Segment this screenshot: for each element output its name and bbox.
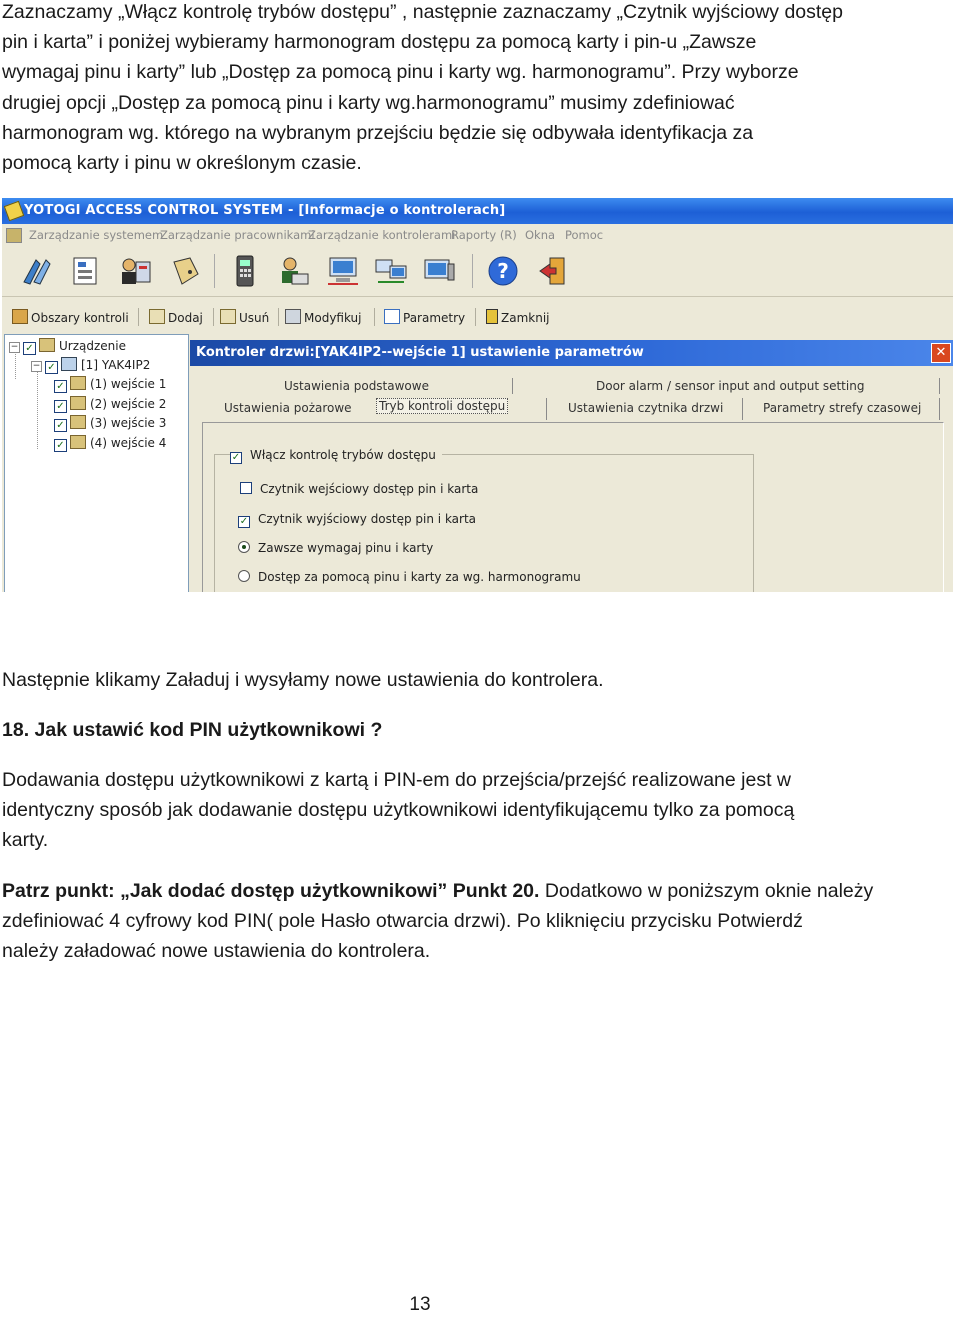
checkbox[interactable]: ✓ — [54, 419, 67, 432]
checkbox[interactable]: ✓ — [239, 516, 249, 527]
text-span: Dodatkowo w poniższym oknie należy — [539, 880, 874, 902]
page-number: 13 — [409, 1294, 431, 1315]
close-button[interactable] — [486, 309, 550, 327]
checkbox[interactable]: ✓ — [231, 452, 241, 463]
tab-separator — [546, 398, 547, 420]
menu-item-system[interactable]: Zarządzanie systemem — [29, 228, 164, 242]
section-heading: 18. Jak ustawić kod PIN użytkownikowi ? — [2, 719, 383, 741]
svg-text:?: ? — [497, 259, 509, 283]
tree-label: (1) wejście 1 — [90, 377, 167, 391]
button-label: Obszary kontroli — [31, 311, 129, 325]
tree-label: (4) wejście 4 — [90, 436, 167, 450]
device-icon — [61, 357, 77, 371]
parameters-panel — [190, 334, 953, 592]
add-button[interactable] — [149, 309, 203, 327]
tab-separator — [939, 378, 940, 394]
exit-reader-pin-card-checkbox[interactable] — [238, 512, 476, 528]
toolbar-separator — [472, 254, 473, 288]
radio-button[interactable] — [238, 570, 250, 582]
exit-icon[interactable] — [536, 254, 570, 288]
text-line: identyczny sposób jak dodawanie dostępu użytkownikowi identyfikującemu tylko za pomocą — [2, 799, 795, 822]
users-icon[interactable] — [118, 254, 152, 288]
button-label: Parametry — [403, 311, 466, 325]
tree-label: [1] YAK4IP2 — [81, 358, 151, 372]
enable-access-mode-checkbox[interactable] — [230, 448, 442, 464]
text-line — [2, 876, 937, 906]
checkbox-label: Włącz kontrolę trybów dostępu — [250, 448, 436, 462]
checkbox[interactable]: ✓ — [54, 380, 67, 393]
tab-time-zone[interactable]: Parametry strefy czasowej — [763, 401, 922, 415]
tab-basic-settings[interactable]: Ustawienia podstawowe — [284, 379, 429, 393]
modify-icon — [285, 309, 301, 324]
delete-icon — [220, 309, 236, 324]
checkbox[interactable]: ✓ — [54, 400, 67, 413]
text-line: Dodawania dostępu użytkownikowi z kartą i PIN-em do przejścia/przejść realizowane jest w — [2, 769, 792, 791]
close-door-icon — [486, 309, 498, 324]
radio-label: Dostęp za pomocą pinu i karty za wg. harmonogramu — [258, 570, 581, 584]
close-icon[interactable]: ✕ — [931, 343, 951, 363]
tree-label: Urządzenie — [59, 339, 126, 353]
always-require-radio[interactable] — [238, 541, 433, 555]
app-screenshot — [2, 198, 953, 592]
text-line: należy załadować nowe ustawienia do kontrolera. — [2, 940, 431, 963]
toolbar-separator — [214, 254, 215, 288]
menu-item-reports[interactable]: Raporty (R) — [451, 228, 517, 242]
radio-button[interactable] — [238, 541, 250, 553]
panel-header — [190, 340, 953, 366]
menu-bar — [2, 224, 953, 246]
add-icon — [149, 309, 165, 324]
tab-separator — [512, 378, 513, 394]
monitor-icon[interactable] — [422, 254, 456, 288]
text-line: wymagaj pinu i karty” lub „Dostęp za pomocą pinu i karty wg. harmonogramu”. Przy wyborze — [2, 61, 799, 84]
tab-access-mode[interactable]: Tryb kontroli dostępu — [376, 398, 508, 414]
menu-app-icon — [6, 228, 22, 243]
toolbar-separator — [374, 308, 375, 326]
door-icon[interactable] — [168, 254, 202, 288]
toolbar-separator — [278, 308, 279, 326]
tab-reader-settings[interactable]: Ustawienia czytnika drzwi — [568, 401, 724, 415]
see-paragraph — [2, 876, 937, 967]
app-icon — [4, 201, 25, 222]
menu-item-help[interactable]: Pomoc — [565, 228, 604, 242]
folder-icon — [39, 338, 55, 352]
checkbox-label: Czytnik wyjściowy dostęp pin i karta — [258, 512, 477, 526]
text-line: harmonogram wg. którego na wybranym przejściu będzie się odbywała identyfikacja za — [2, 121, 754, 144]
tab-fire-settings[interactable]: Ustawienia pożarowe — [224, 401, 352, 415]
button-label: Dodaj — [168, 311, 203, 325]
menu-item-windows[interactable]: Okna — [525, 228, 556, 242]
help-icon[interactable] — [486, 254, 520, 288]
button-label: Usuń — [239, 311, 270, 325]
tab-separator — [939, 398, 940, 420]
tree-connector — [37, 371, 38, 449]
toolbar-separator — [138, 308, 139, 326]
modify-button[interactable] — [285, 309, 362, 327]
access-icon[interactable] — [20, 254, 54, 288]
collapse-icon[interactable]: − — [10, 342, 19, 352]
door-icon — [70, 415, 86, 429]
tree-label: (2) wejście 2 — [90, 397, 167, 411]
delete-button[interactable] — [220, 309, 269, 327]
door-icon — [70, 435, 86, 449]
after-screenshot-text: Następnie klikamy Załaduj i wysyłamy nowe ustawienia do kontrolera. — [2, 669, 604, 691]
text-line: Zaznaczamy „Włącz kontrolę trybów dostępu” , następnie zaznaczamy „Czytnik wyjściowy dostęp — [2, 1, 843, 23]
text-line: pomocą karty i pinu w określonym czasie. — [2, 152, 362, 175]
door-icon — [70, 376, 86, 390]
door-icon — [70, 396, 86, 410]
intro-paragraph — [2, 0, 937, 178]
menu-item-controllers[interactable]: Zarządzanie kontrolerami — [308, 228, 456, 242]
tree-node-entry[interactable] — [51, 376, 166, 394]
person-card-icon[interactable] — [276, 254, 310, 288]
parameters-icon — [384, 309, 400, 324]
org-icon[interactable] — [68, 254, 102, 288]
control-areas-button[interactable] — [12, 309, 129, 327]
radio-label: Zawsze wymagaj pinu i karty — [258, 541, 434, 555]
entry-reader-pin-card-checkbox[interactable] — [240, 482, 478, 496]
window-title: YOTOGI ACCESS CONTROL SYSTEM - [Informacje o kontrolerach] — [24, 203, 506, 218]
checkbox[interactable]: ✓ — [45, 361, 58, 374]
panel-title: Kontroler drzwi:[YAK4IP2--wejście 1] ustawienie parametrów — [196, 345, 644, 360]
schedule-access-radio[interactable] — [238, 570, 581, 584]
text-line: drugiej opcji „Dostęp za pomocą pinu i karty wg.harmonogramu” musimy zdefiniować — [2, 91, 735, 114]
checkbox[interactable] — [240, 482, 252, 494]
toolbar-separator — [475, 308, 476, 326]
device-tree — [4, 334, 189, 592]
computer-icon[interactable] — [326, 254, 360, 288]
text-line: karty. — [2, 829, 49, 852]
bold-reference: Patrz punkt: „Jak dodać dostęp użytkownikowi” Punkt 20. — [2, 880, 540, 902]
home-icon — [12, 309, 28, 324]
tree-node-entry[interactable] — [51, 435, 166, 453]
tab-separator — [742, 398, 743, 420]
collapse-icon[interactable]: − — [32, 361, 41, 371]
tree-node-device[interactable] — [31, 357, 150, 375]
computers-icon[interactable] — [374, 254, 408, 288]
toolbar-separator — [213, 308, 214, 326]
icon-toolbar — [2, 246, 953, 297]
title-bar — [2, 198, 953, 224]
button-label: Zamknij — [501, 311, 550, 325]
checkbox-label: Czytnik wejściowy dostęp pin i karta — [260, 482, 479, 496]
tree-node-entry[interactable] — [51, 396, 166, 414]
button-label: Modyfikuj — [304, 311, 362, 325]
tree-node-entry[interactable] — [51, 415, 166, 433]
action-toolbar — [2, 300, 953, 332]
body-paragraph — [2, 765, 937, 856]
tree-node-root[interactable] — [9, 338, 126, 356]
parameters-button[interactable] — [384, 309, 465, 327]
text-line: pin i karta” i poniżej wybieramy harmonogram dostępu za pomocą karty i pin-u „Zawsze — [2, 31, 757, 54]
text-line: zdefiniować 4 cyfrowy kod PIN( pole Hasło otwarcia drzwi). Po kliknięciu przycisku Potwierdź — [2, 910, 803, 933]
tree-label: (3) wejście 3 — [90, 416, 167, 430]
checkbox[interactable]: ✓ — [23, 342, 36, 355]
menu-item-employees[interactable]: Zarządzanie pracownikami — [160, 228, 315, 242]
checkbox[interactable]: ✓ — [54, 439, 67, 452]
tab-door-alarm[interactable]: Door alarm / sensor input and output setting — [596, 379, 865, 393]
card-reader-icon[interactable] — [228, 254, 262, 288]
